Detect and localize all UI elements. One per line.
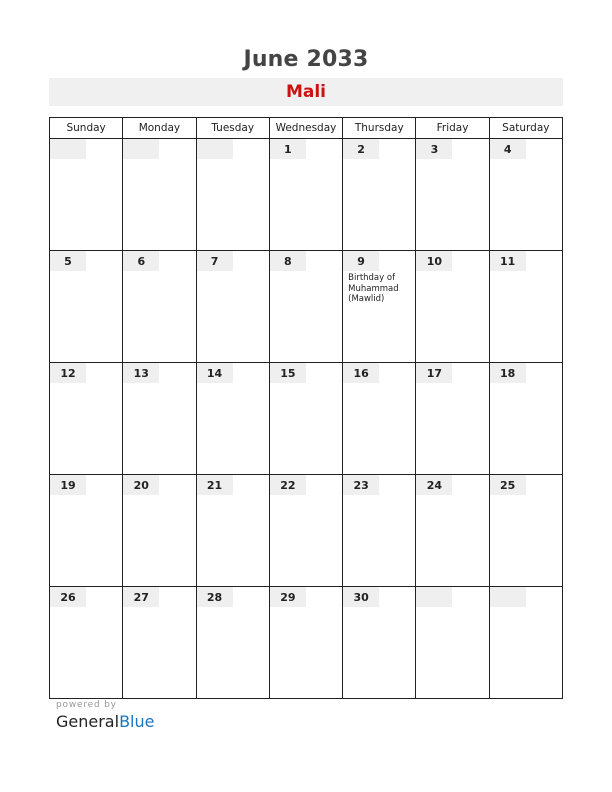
day-number: 8 — [270, 251, 306, 271]
day-number: 4 — [490, 139, 526, 159]
day-cell — [50, 475, 123, 587]
day-cell — [196, 475, 269, 587]
day-number: 1 — [270, 139, 306, 159]
day-number: 21 — [197, 475, 233, 495]
day-cell — [123, 587, 196, 699]
day-number — [197, 139, 233, 159]
weekday-sunday: Sunday — [50, 118, 123, 139]
day-cell — [343, 587, 416, 699]
day-cell — [123, 363, 196, 475]
day-number: 17 — [416, 363, 452, 383]
weekday-header-row — [50, 118, 563, 139]
generalblue-logo[interactable] — [56, 712, 154, 731]
day-number: 25 — [490, 475, 526, 495]
weekday-monday: Monday — [123, 118, 196, 139]
day-cell — [416, 139, 489, 251]
country-name: Mali — [285, 82, 327, 102]
day-number: 20 — [123, 475, 159, 495]
day-number: 18 — [490, 363, 526, 383]
day-cell — [343, 139, 416, 251]
month-calendar-grid — [49, 117, 563, 699]
day-cell — [489, 139, 562, 251]
weekday-tuesday: Tuesday — [196, 118, 269, 139]
day-number: 23 — [343, 475, 379, 495]
day-number: 7 — [197, 251, 233, 271]
day-number: 16 — [343, 363, 379, 383]
empty-day-cell — [196, 139, 269, 251]
empty-day-cell — [123, 139, 196, 251]
day-number: 27 — [123, 587, 159, 607]
weekday-thursday: Thursday — [343, 118, 416, 139]
weekday-wednesday: Wednesday — [269, 118, 342, 139]
day-number: 11 — [490, 251, 526, 271]
empty-day-cell — [416, 587, 489, 699]
day-number: 13 — [123, 363, 159, 383]
empty-day-cell — [489, 587, 562, 699]
day-number: 6 — [123, 251, 159, 271]
powered-by-label: powered by — [56, 700, 117, 710]
day-cell — [343, 363, 416, 475]
day-number: 9 — [343, 251, 379, 271]
empty-day-cell — [50, 139, 123, 251]
day-cell — [269, 251, 342, 363]
day-number — [416, 587, 452, 607]
day-cell — [50, 587, 123, 699]
holiday-label: Birthday of Muhammad (Mawlid) — [348, 273, 399, 304]
day-number: 26 — [50, 587, 86, 607]
weekday-saturday: Saturday — [489, 118, 562, 139]
day-number: 19 — [50, 475, 86, 495]
day-number — [123, 139, 159, 159]
day-number: 10 — [416, 251, 452, 271]
day-cell — [416, 475, 489, 587]
day-cell — [416, 363, 489, 475]
day-cell — [489, 475, 562, 587]
day-number: 24 — [416, 475, 452, 495]
day-cell — [196, 363, 269, 475]
week-row — [50, 139, 563, 251]
day-cell — [269, 587, 342, 699]
day-number — [490, 587, 526, 607]
day-number: 30 — [343, 587, 379, 607]
day-number: 22 — [270, 475, 306, 495]
day-cell — [50, 251, 123, 363]
day-number: 15 — [270, 363, 306, 383]
day-number: 12 — [50, 363, 86, 383]
country-banner — [49, 78, 563, 106]
day-cell — [269, 139, 342, 251]
day-cell — [489, 363, 562, 475]
day-number: 29 — [270, 587, 306, 607]
day-cell — [269, 363, 342, 475]
day-cell — [50, 363, 123, 475]
day-cell — [416, 251, 489, 363]
week-row — [50, 475, 563, 587]
footer-branding — [56, 700, 154, 731]
day-cell — [123, 475, 196, 587]
calendar-title: June 2033 — [243, 47, 369, 72]
brand-general-text: General — [56, 712, 120, 731]
day-cell — [196, 587, 269, 699]
day-cell — [489, 251, 562, 363]
day-number: 28 — [197, 587, 233, 607]
brand-blue-text: Blue — [119, 712, 155, 731]
day-cell — [343, 251, 416, 363]
day-number: 5 — [50, 251, 86, 271]
day-cell — [123, 251, 196, 363]
weekday-friday: Friday — [416, 118, 489, 139]
day-cell — [343, 475, 416, 587]
day-number: 14 — [197, 363, 233, 383]
week-row — [50, 363, 563, 475]
day-cell — [269, 475, 342, 587]
day-number — [50, 139, 86, 159]
day-number: 2 — [343, 139, 379, 159]
day-cell — [196, 251, 269, 363]
day-number: 3 — [416, 139, 452, 159]
week-row — [50, 251, 563, 363]
week-row — [50, 587, 563, 699]
